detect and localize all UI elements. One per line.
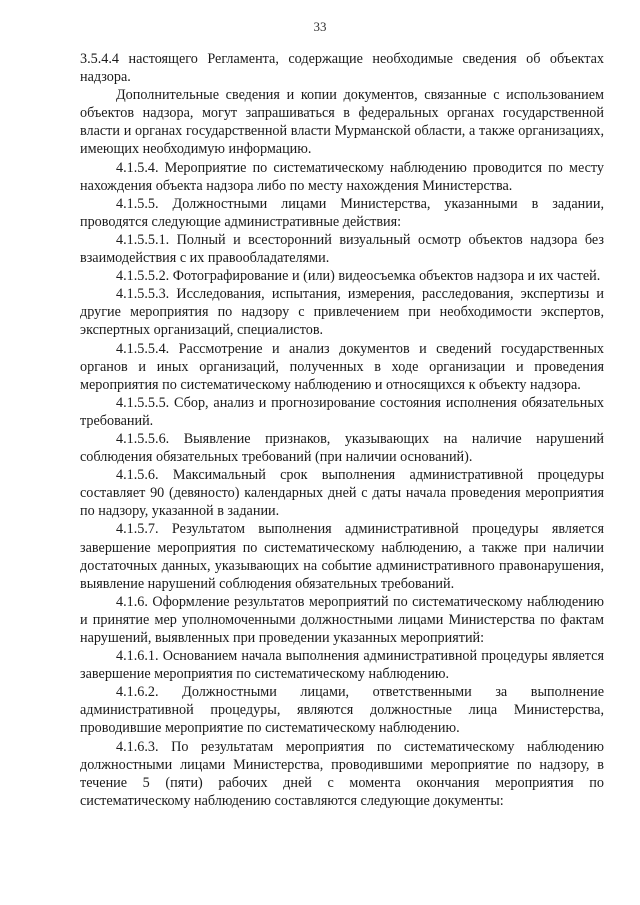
paragraph-4-1-5-5-4: 4.1.5.5.4. Рассмотрение и анализ документов и сведений государственных органов и иных организаций, полученных в ходе организации и проведения мероприятия по систематическому наблюдению и относящихся к объекту надзора. [80, 340, 604, 393]
paragraph-4-1-6: 4.1.6. Оформление результатов мероприятий по систематическому наблюдению и принятие мер уполномоченными должностными лицами Министерства по фактам нарушений, выявленных при проведении указанных мероприятий: [80, 593, 604, 646]
paragraph-4-1-5-5-6: 4.1.5.5.6. Выявление признаков, указывающих на наличие нарушений соблюдения обязательных требований (при наличии оснований). [80, 430, 604, 466]
paragraph-additional-info: Дополнительные сведения и копии документов, связанные с использованием объектов надзора, могут запрашиваться в федеральных органах государственной власти и органах государственной власти Мурманской области, а также организациях, имеющих необходимую информацию. [80, 87, 604, 158]
page-number: 33 [313, 19, 327, 34]
document-body [80, 50, 604, 810]
paragraph-4-1-5-5-3: 4.1.5.5.3. Исследования, испытания, измерения, расследования, экспертизы и другие мероприятия по надзору с привлечением при необходимости экспертов, экспертных организаций, специалистов. [80, 286, 604, 339]
paragraph-4-1-5-4: 4.1.5.4. Мероприятие по систематическому наблюдению проводится по месту нахождения объекта надзора либо по месту нахождения Министерства. [80, 159, 604, 194]
paragraph-4-1-5-5-2: 4.1.5.5.2. Фотографирование и (или) видеосъемка объектов надзора и их частей. [116, 268, 601, 285]
paragraph-4-1-5-7: 4.1.5.7. Результатом выполнения административной процедуры является завершение мероприятия по систематическому наблюдению, а также при наличии достаточных данных, указывающих на событие административного правонарушения, выявление нарушений соблюдения обязательных требований. [80, 521, 604, 592]
paragraph-4-1-5-5: 4.1.5.5. Должностными лицами Министерства, указанными в задании, проводятся следующие административные действия: [80, 195, 604, 230]
paragraph-4-1-6-3: 4.1.6.3. По результатам мероприятия по систематическому наблюдению должностными лицами Министерства, проводившими мероприятие по надзору, в течение 5 (пяти) рабочих дней с момента окончания мероприятия по систематическому наблюдению составляются следующие документы: [80, 738, 604, 809]
paragraph-4-1-6-1: 4.1.6.1. Основанием начала выполнения административной процедуры является завершение мероприятия по систематическому наблюдению. [80, 648, 604, 683]
paragraph-4-1-5-6: 4.1.5.6. Максимальный срок выполнения административной процедуры составляет 90 (девяносто) календарных дней с даты начала проведения мероприятия по надзору, указанной в задании. [80, 467, 604, 520]
paragraph-4-1-5-5-1: 4.1.5.5.1. Полный и всесторонний визуальный осмотр объектов надзора без взаимодействия с их правообладателями. [80, 231, 604, 267]
paragraph-4-1-5-5-5: 4.1.5.5.5. Сбор, анализ и прогнозирование состояния исполнения обязательных требований. [80, 394, 604, 429]
paragraph-4-1-6-2: 4.1.6.2. Должностными лицами, ответственными за выполнение административной процедуры, являются должностные лица Министерства, проводившие мероприятие по систематическому наблюдению. [80, 684, 604, 737]
paragraph-continuation: 3.5.4.4 настоящего Регламента, содержащие необходимые сведения об объектах надзора. [80, 51, 604, 86]
